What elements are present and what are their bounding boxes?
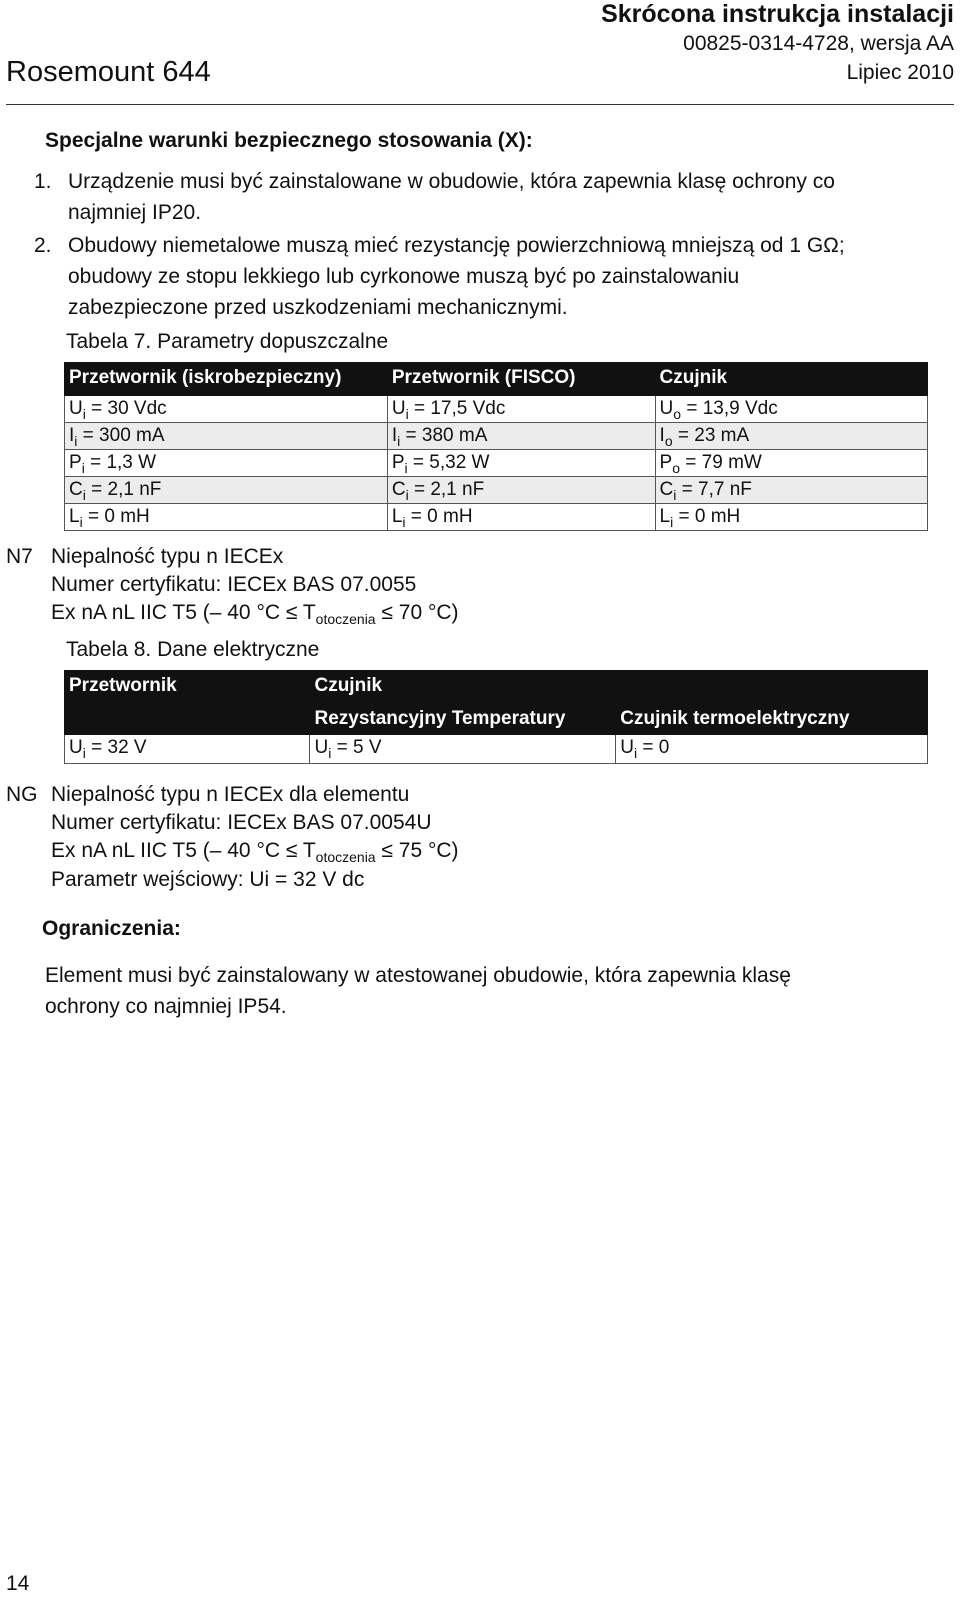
table7-header-cell: Przetwornik (iskrobezpieczny) [65,363,388,396]
doc-date: Lipiec 2010 [846,61,954,84]
ng-title: Niepalność typu n IECEx dla elementu [51,783,410,806]
table-cell: $L_i = 0$ mH [655,504,927,531]
condition-line: Obudowy niemetalowe muszą mieć rezystancję powierzchniową mniejszą od 1 GΩ; [68,234,845,257]
table8 [64,670,928,764]
table7-header-row [65,363,928,396]
table7 [64,362,928,531]
restrictions-line: ochrony co najmniej IP54. [45,995,287,1018]
n7-certificate: Numer certyfikatu: IECEx BAS 07.0055 [51,573,417,596]
condition-line: Urządzenie musi być zainstalowane w obudowie, która zapewnia klasę ochrony co [68,170,835,193]
table8-header-cell: Czujnik [310,671,616,704]
table7-header-cell: Czujnik [655,363,927,396]
header-divider [6,104,954,105]
ng-certificate: Numer certyfikatu: IECEx BAS 07.0054U [51,811,432,834]
table-cell: $U_i = 32$ V [65,735,310,764]
n7-code: N7 [6,545,33,568]
table-cell: $P_i = 1,3$ W [65,450,388,477]
table-cell: $U_i = 30$ Vdc [65,396,388,423]
table8-header-cell: Przetwornik [65,671,310,704]
restrictions-text [45,960,791,1022]
ng-marking: Ex nA nL IIC T5 (– 40 $^\circ C \le T_{otoczenia} \le 75$ °C) [51,839,459,865]
table-cell: $C_i = 2,1$ nF [65,477,388,504]
ng-code: NG [6,783,38,806]
condition-line: obudowy ze stopu lekkiego lub cyrkonowe muszą być po zainstalowaniu [68,265,740,288]
doc-number: 00825-0314-4728, wersja AA [683,32,954,55]
table7-caption: Tabela 7. Parametry dopuszczalne [66,330,389,353]
table8-header-cell [616,671,928,704]
table-cell: $P_o = 79$ mW [655,450,927,477]
table8-header-cell: Czujnik termoelektryczny [616,704,928,735]
table-cell: $L_i = 0$ mH [387,504,655,531]
table-cell: $C_i = 7,7$ nF [655,477,927,504]
restrictions-heading: Ograniczenia: [42,917,181,940]
special-conditions-heading: Specjalne warunki bezpiecznego stosowania (X): [45,129,533,152]
table-cell: $U_i = 5$ V [310,735,616,764]
table8-header-cell: Rezystancyjny Temperatury [310,704,616,735]
n7-title: Niepalność typu n IECEx [51,545,284,568]
table-row [65,450,928,477]
table-cell: $I_i = 380$ mA [387,423,655,450]
n7-marking: Ex nA nL IIC T5 (– 40 $^\circ C \le T_{otoczenia} \le 70$ °C) [51,601,459,627]
condition-number: 2. [34,234,52,257]
table-row [65,396,928,423]
table7-header-cell: Przetwornik (FISCO) [387,363,655,396]
table-row [65,423,928,450]
table-row [65,477,928,504]
table-cell: $U_i = 0$ [616,735,928,764]
table-cell: $P_i = 5,32$ W [387,450,655,477]
table-cell: $U_o = 13,9$ Vdc [655,396,927,423]
table-cell: $I_i = 300$ mA [65,423,388,450]
condition-number: 1. [34,170,52,193]
restrictions-line: Element musi być zainstalowany w atestowanej obudowie, która zapewnia klasę [45,964,791,987]
doc-title: Skrócona instrukcja instalacji [601,0,954,28]
condition-line: najmniej IP20. [68,201,202,224]
product-name: Rosemount 644 [6,56,211,88]
table8-caption: Tabela 8. Dane elektryczne [66,638,320,661]
table8-header-cell [65,704,310,735]
table8-header-row [65,671,928,704]
page-number: 14 [6,1572,30,1595]
table-cell: $L_i = 0$ mH [65,504,388,531]
table-row [65,735,928,764]
table-cell: $C_i = 2,1$ nF [387,477,655,504]
table-cell: $U_i = 17,5$ Vdc [387,396,655,423]
table-cell: $I_o = 23$ mA [655,423,927,450]
table-row [65,504,928,531]
table8-header-row [65,704,928,735]
condition-line: zabezpieczone przed uszkodzeniami mechanicznymi. [68,296,568,319]
ng-input-param: Parametr wejściowy: Ui = 32 V dc [51,868,365,891]
